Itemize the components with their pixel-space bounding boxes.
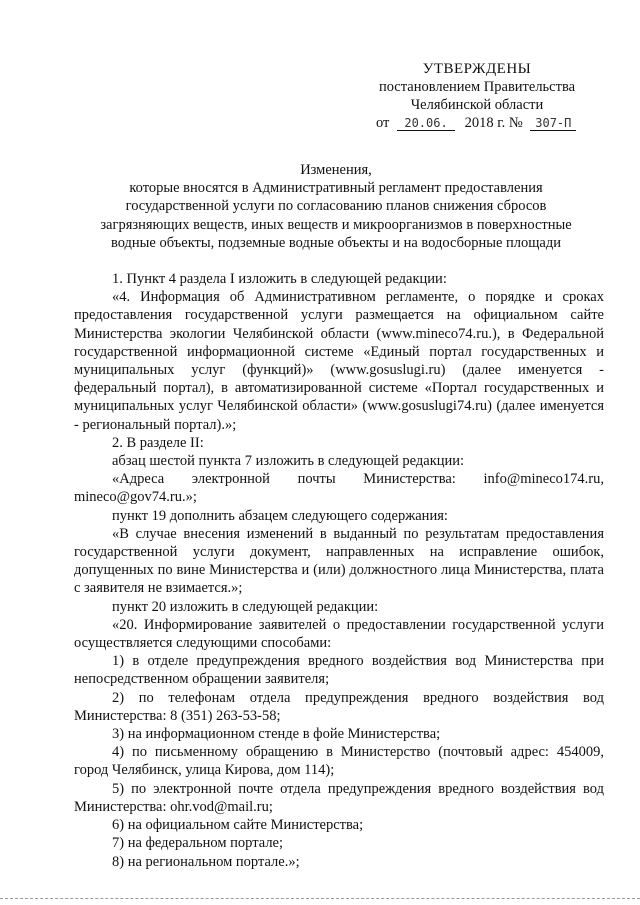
paragraph: «4. Информация об Административном регламенте, о порядке и сроках предоставления государственной услуги размещается на официальном сайте Министерства экологии Челябинской области (www.mineco74.ru.), в Федеральной государственной информационной системе «Единый портал государственных и муниципальных услуг (функций)» (www.gosuslugi.ru) (далее именуется - федеральный портал), в автоматизированной системе «Портал государственных и муниципальных услуг Челябинской области» (www.gosuslugi74.ru) (далее именуется - региональный портал).»; xyxy=(74,289,604,433)
handwritten-date: 20.06. xyxy=(397,116,455,131)
title-line-4: загрязняющих веществ, иных веществ и микроорганизмов в поверхностные xyxy=(100,216,572,233)
paragraph: «В случае внесения изменений в выданный по результатам предоставления государственной услуги документ, направленных на исправление ошибок, допущенных по вине Министерства и (или) должностного лица Министерства, плата с заявителя не взимается.»; xyxy=(74,525,604,597)
list-item: 6) на официальном сайте Министерства; xyxy=(112,817,364,834)
title-line-1: Изменения, xyxy=(300,162,372,178)
list-item: 5) по электронной почте отдела предупреждения вредного воздействия вод Министерства: ohr.vod@mail.ru; xyxy=(74,780,604,815)
paragraph: абзац шестой пункта 7 изложить в следующей редакции: xyxy=(112,453,465,470)
document-title xyxy=(70,161,602,252)
approval-heading: УТВЕРЖДЕНЫ xyxy=(422,61,532,77)
approval-line-1: постановлением Правительства xyxy=(378,79,576,95)
year-label: 2018 г. № xyxy=(464,115,523,131)
approval-date-line xyxy=(372,114,582,132)
list-item: 3) на информационном стенде в фойе Министерства; xyxy=(112,726,441,743)
approval-block xyxy=(372,60,582,132)
paragraph: «Адреса электронной почты Министерства: info@mineco174.ru, mineco@gov74.ru.»; xyxy=(74,471,604,506)
list-item: 2) по телефонам отдела предупреждения вредного воздействия вод Министерства: 8 (351) 263-53-58; xyxy=(74,689,604,724)
title-line-5: водные объекты, подземные водные объекты и на водосборные площади xyxy=(110,234,562,251)
paragraph: 1. Пункт 4 раздела I изложить в следующей редакции: xyxy=(112,271,447,287)
paragraph: пункт 20 изложить в следующей редакции: xyxy=(112,598,379,615)
approval-line-2: Челябинской области xyxy=(410,97,544,113)
paragraph: «20. Информирование заявителей о предоставлении государственной услуги осуществляется следующими способами: xyxy=(74,616,604,652)
document-body xyxy=(74,270,604,871)
from-label: от xyxy=(376,115,390,131)
paragraph: пункт 19 дополнить абзацем следующего содержания: xyxy=(112,507,448,524)
list-item: 4) по письменному обращению в Министерство (почтовый адрес: 454009, город Челябинск, улица Кирова, дом 114); xyxy=(74,744,604,779)
list-item: 7) на федеральном портале; xyxy=(112,835,284,852)
list-item: 1) в отделе предупреждения вредного воздействия вод Министерства при непосредственном обращении заявителя; xyxy=(74,653,604,688)
page-bottom-divider xyxy=(0,898,640,899)
title-line-3: государственной услуги по согласованию планов снижения сбросов xyxy=(125,198,547,215)
list-item: 8) на региональном портале.»; xyxy=(112,853,300,870)
title-line-2: которые вносятся в Административный регламент предоставления xyxy=(129,180,543,197)
handwritten-number: 307-П xyxy=(530,116,576,131)
paragraph: 2. В разделе II: xyxy=(112,434,204,451)
